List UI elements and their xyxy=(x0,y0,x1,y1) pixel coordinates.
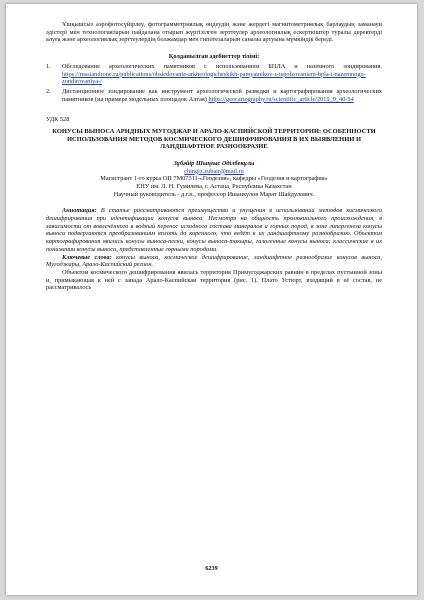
abstract-label: Аннотация: xyxy=(62,207,97,215)
reference-link[interactable]: https://geocartography.ru/scientific_article/2019_9_40-54 xyxy=(208,95,354,103)
reference-number: 2. xyxy=(46,87,51,95)
reference-item xyxy=(46,63,382,86)
reference-item xyxy=(46,88,382,103)
udk-code: УДК 528 xyxy=(46,116,70,124)
reference-description: Обследование археологических памятников с использованием БПЛА и наземного зондирования. xyxy=(62,62,382,70)
page-number: 6239 xyxy=(205,565,218,572)
intro-paragraph: Ұшқышсыз аэрофотосүйірлеу, фотограмметриялық өңдеудің және жердегі магнитометриялық барлаудың заманауи әдістері мен технологияларын пайдалана отырып жүргізілген зерттеулер археологиялық ескерткіштер туралы деректерді алуға және археологиялық зерттеулердің болжамдар мен гипотезаларын саналы артуына мүмкіндік береді. xyxy=(46,21,382,44)
document-page xyxy=(6,4,417,595)
author-position: Магистрант 1-го курса ОП 7M07311-«Геодезия», кафедры «Геодезия и картография» xyxy=(100,175,328,183)
author-university: ЕНУ им. Л. Н. Гумилева, г. Астана, Республика Казахстан xyxy=(136,182,292,190)
body-paragraph: Объектом космического дешифрирования явилась территория Примугоджарских равнин в пределах пустынной зоны и, примыкающая к ней с запада Арало-Каспийская территория (рис. 1). Плато Устюрт, входящий в её состав, не рассматривалось xyxy=(46,268,382,292)
reference-description: Дистанционное зондирование как инструмент археологической разведки и картографирования археологических памятников (на примере модельных площадок Алтая) xyxy=(62,87,382,103)
author-name: Зұбәйір Шыңғыс Әділбекұлы xyxy=(173,159,255,167)
reference-number: 1. xyxy=(46,62,51,70)
abstract-text: В статье рассматриваются преимущества и упущения в использовании методов космического дешифрирования при идентификации конусов выноса. Несмотря на общность пролювиального происхождения, в зависимости от вовлечённого в водный перенос исходного состава минералов и горных пород, в зоне гипергенеза конусы выноса подвергаются преобразованиям вплоть до коренного, что ведёт к их ландшафтному разнообразию. Объектом картографирования явились конусы выноса-пески, конусы выноса-такыры, галогенные конусы выноса; классические в их понимании конусы выноса, представленные горными породами. xyxy=(46,207,382,253)
article-title: КОНУСЫ ВЫНОСА АРИДНЫХ МУГОДЖАР И АРАЛО-КАСПИЙСКОЙ ТЕРРИТОРИИ: ОСОБЕННОСТИ ИСПОЛЬЗОВАНИЯ МЕТОДОВ КОСМИЧЕСКОГО ДЕШИФРИРОВАНИЯ В ИХ ВЫЯВЛЕНИИ И ЛАНДШАФТНОЕ РАЗНООБРАЗИЕ xyxy=(52,128,376,151)
author-email[interactable]: chingiz.zubair@mail.ru xyxy=(184,167,244,175)
references-title: Қолданылған әдебиеттер тізімі: xyxy=(168,53,260,61)
reference-text xyxy=(62,63,382,86)
reference-text xyxy=(62,88,382,103)
reference-link[interactable]: https://russiandrone.ru/publications/obsledovanie-arkheologicheskikh-pamyatnikov-s-ispolzovaniem-bpla-i-nazemnogo-zondirovaniya-/ xyxy=(62,70,366,86)
abstract-paragraph xyxy=(46,207,382,253)
author-email-line xyxy=(46,168,382,176)
keywords-text: конусы выноса, космическое дешифрирование, ландшафтное разнообразие конусов выноса, Мугоджары, Арало-Каспийский регион. xyxy=(46,253,382,269)
keywords-label: Ключевые слова: xyxy=(62,253,112,261)
supervisor: Научный руководитель - д.г.н., профессор Ишанкулов Марат Шайдулович. xyxy=(113,190,315,198)
keywords-paragraph xyxy=(46,254,382,269)
page-content xyxy=(46,21,382,292)
